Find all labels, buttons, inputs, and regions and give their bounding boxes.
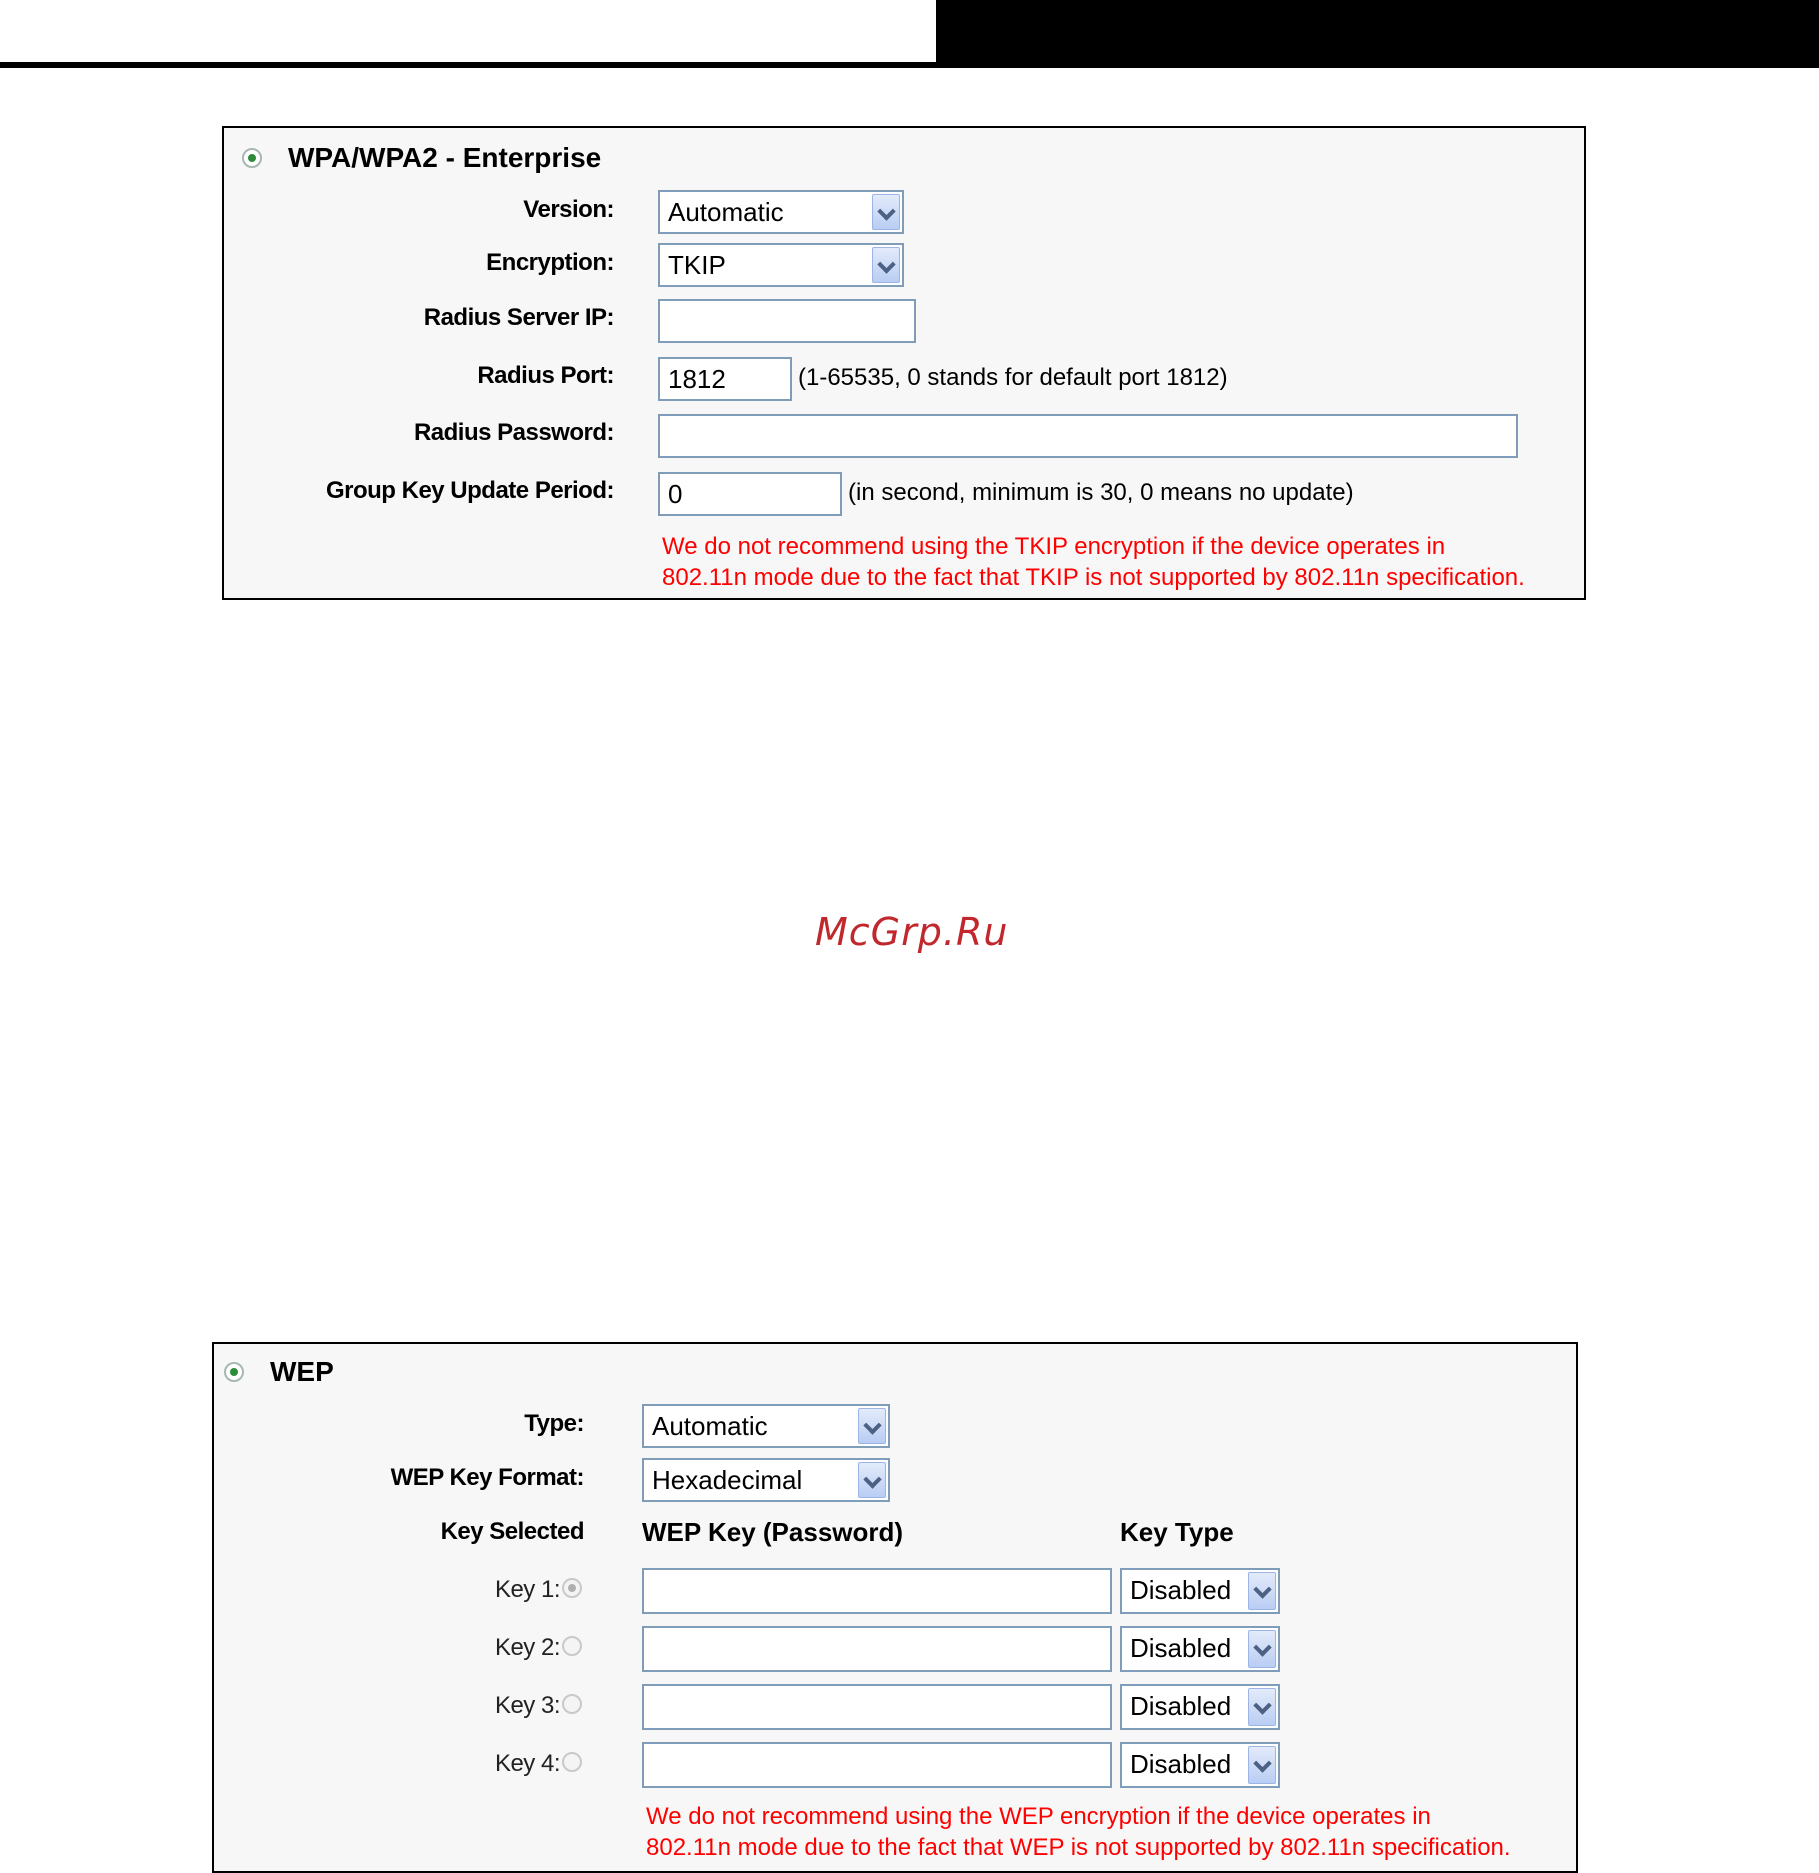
key-selected-header: Key Selected xyxy=(440,1518,584,1545)
header-rule xyxy=(0,62,936,68)
radius-password-label: Radius Password: xyxy=(413,419,614,446)
chevron-down-icon[interactable] xyxy=(858,1408,886,1444)
key-1-radio[interactable] xyxy=(562,1578,582,1598)
key-2-radio[interactable] xyxy=(562,1636,582,1656)
key-4-type-select[interactable] xyxy=(1120,1742,1280,1788)
key-3-type-select[interactable] xyxy=(1120,1684,1280,1730)
chevron-down-icon[interactable] xyxy=(872,194,900,230)
wpa-enterprise-radio[interactable] xyxy=(242,148,262,168)
key-4-radio[interactable] xyxy=(562,1752,582,1772)
wep-title: WEP xyxy=(270,1356,334,1387)
key-4-input[interactable] xyxy=(642,1742,1112,1788)
radius-port-input[interactable]: 1812 xyxy=(658,357,792,401)
chevron-down-icon[interactable] xyxy=(872,247,900,283)
wpa-enterprise-panel xyxy=(222,126,1586,600)
wep-radio[interactable] xyxy=(224,1362,244,1382)
key-3-type-value: Disabled xyxy=(1130,1691,1232,1721)
chevron-down-icon[interactable] xyxy=(858,1462,886,1498)
header-bar xyxy=(936,0,1819,68)
radius-server-ip-input[interactable] xyxy=(658,299,916,343)
radius-server-ip-label: Radius Server IP: xyxy=(423,304,614,331)
encryption-label: Encryption: xyxy=(486,249,614,276)
version-value: Automatic xyxy=(668,197,784,227)
key-3-label: Key 3: xyxy=(494,1692,560,1719)
group-key-update-period-input[interactable]: 0 xyxy=(658,472,842,516)
chevron-down-icon[interactable] xyxy=(1248,1630,1276,1668)
chevron-down-icon[interactable] xyxy=(1248,1688,1276,1726)
key-1-label: Key 1: xyxy=(494,1576,560,1603)
key-2-type-value: Disabled xyxy=(1130,1633,1232,1663)
wep-type-select[interactable] xyxy=(642,1404,890,1448)
key-4-label: Key 4: xyxy=(494,1750,560,1777)
watermark-text: McGrp.Ru xyxy=(815,910,1009,954)
key-1-input[interactable] xyxy=(642,1568,1112,1614)
key-2-type-select[interactable] xyxy=(1120,1626,1280,1672)
wep-key-format-value: Hexadecimal xyxy=(652,1465,803,1495)
radius-port-label: Radius Port: xyxy=(477,362,614,389)
wep-warning-line2: 802.11n mode due to the fact that WEP is not supported by 802.11n specification. xyxy=(646,1834,1511,1861)
tkip-warning-line2: 802.11n mode due to the fact that TKIP is not supported by 802.11n specification. xyxy=(662,564,1525,591)
key-3-input[interactable] xyxy=(642,1684,1112,1730)
tkip-warning-line1: We do not recommend using the TKIP encryption if the device operates in xyxy=(662,533,1446,560)
key-2-label: Key 2: xyxy=(494,1634,560,1661)
wep-panel xyxy=(212,1342,1578,1873)
key-1-type-value: Disabled xyxy=(1130,1575,1232,1605)
chevron-down-icon[interactable] xyxy=(1248,1572,1276,1610)
version-label: Version: xyxy=(523,196,614,223)
wep-type-value: Automatic xyxy=(652,1411,768,1441)
key-1-type-select[interactable] xyxy=(1120,1568,1280,1614)
key-2-input[interactable] xyxy=(642,1626,1112,1672)
encryption-value: TKIP xyxy=(668,250,726,280)
group-key-update-period-hint: (in second, minimum is 30, 0 means no update) xyxy=(848,479,1354,506)
key-3-radio[interactable] xyxy=(562,1694,582,1714)
encryption-select[interactable] xyxy=(658,243,904,287)
wep-key-format-label: WEP Key Format: xyxy=(390,1464,584,1491)
wpa-enterprise-title: WPA/WPA2 - Enterprise xyxy=(288,142,602,173)
wep-key-format-select[interactable] xyxy=(642,1458,890,1502)
version-select[interactable] xyxy=(658,190,904,234)
chevron-down-icon[interactable] xyxy=(1248,1746,1276,1784)
key-4-type-value: Disabled xyxy=(1130,1749,1232,1779)
wep-key-password-header: WEP Key (Password) xyxy=(642,1517,904,1547)
key-type-header: Key Type xyxy=(1120,1517,1234,1547)
wep-warning-line1: We do not recommend using the WEP encryption if the device operates in xyxy=(646,1803,1431,1830)
group-key-update-period-label: Group Key Update Period: xyxy=(325,477,614,504)
wep-type-label: Type: xyxy=(524,1410,584,1437)
radius-password-input[interactable] xyxy=(658,414,1518,458)
radius-port-hint: (1-65535, 0 stands for default port 1812) xyxy=(798,364,1228,391)
